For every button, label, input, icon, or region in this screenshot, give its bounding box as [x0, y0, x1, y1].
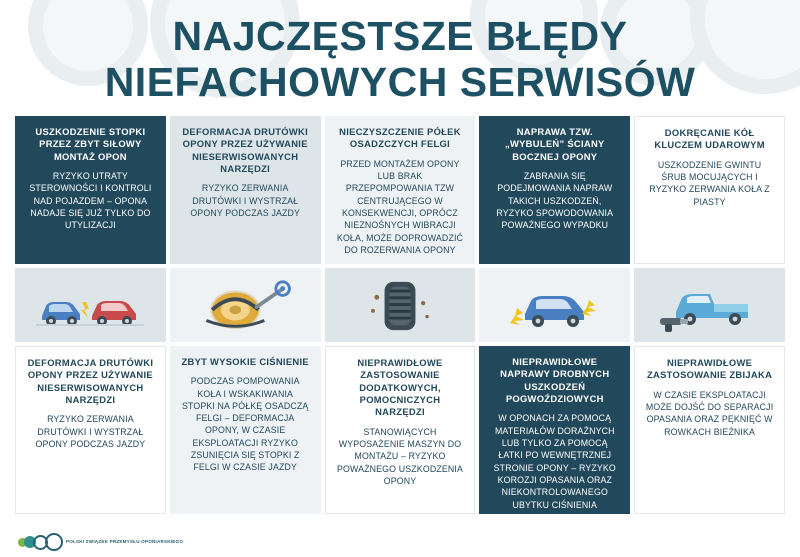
card-body: W CZASIE EKSPLOATACJI MOŻE DOJŚĆ DO SEPARACJI OPASANIA ORAZ PĘKNIĘĆ W ROWKACH BIEŻNIKA — [645, 389, 774, 437]
card-body: RYZYKO ZERWANIA DRUTÓWKI I WYSTRZAŁ OPONY PODCZAS JAZDY — [190, 183, 301, 219]
illustration-cell-2 — [170, 268, 321, 342]
car-sidewall-bulge-illustration — [501, 278, 609, 334]
logo-ring-outline-2 — [45, 533, 63, 551]
card-heading: NIECZYSZCZENIE PÓŁEK OSADZCZYCH FELGI — [339, 125, 461, 150]
card-heading: DOKRĘCANIE KÓŁ KLUCZEM UDAROWYM — [654, 126, 765, 151]
cars-collision-illustration — [36, 278, 144, 334]
card-heading: NIEPRAWIDŁOWE ZASTOSOWANIE ZBIJAKA — [647, 356, 773, 381]
card-body: RYZYKO ZERWANIA DRUTÓWKI I WYSTRZAŁ OPONY PODCZAS JAZDY — [35, 414, 146, 450]
card-heading: USZKODZENIE STOPKI PRZEZ ZBYT SIŁOWY MONTAŻ OPON — [35, 125, 146, 162]
card-heading: DEFORMACJA DRUTÓWKI OPONY PRZEZ UŻYWANIE NIESERWISOWANYCH NARZĘDZI — [182, 125, 309, 175]
card-heading: NAPRAWA TZW. „WYBULEŃ” ŚCIANY BOCZNEJ OPONY — [504, 125, 605, 162]
card-bottom-1 — [15, 346, 166, 514]
illustration-cell-3 — [325, 268, 476, 342]
card-heading: NIEPRAWIDŁOWE NAPRAWY DROBNYCH USZKODZEŃ POGWOŹDZIOWYCH — [500, 355, 610, 405]
card-body: PODCZAS POMPOWANIA KOŁA I WSKAKIWANIA STOPKI NA PÓŁKĘ OSADCZĄ FELGI – DEFORMACJA OPONY, W CZASIE EKSPLOATACJI RYZYKO ZSUNIĘCIA SIĘ STOPKI Z FELGI W CZASIE JAZDY — [181, 376, 309, 473]
card-bottom-4 — [479, 346, 630, 514]
card-heading: ZBYT WYSOKIE CIŚNIENIE — [181, 355, 309, 367]
card-bottom-2 — [170, 346, 321, 514]
illustration-cell-5 — [634, 268, 785, 342]
illustration-cell-1 — [15, 268, 166, 342]
title-line-2: NIEFACHOWYCH SERWISÓW — [104, 58, 696, 105]
card-body: ZABRANIA SIĘ PODEJMOWANIA NAPRAW TAKICH USZKODZEŃ, RYZYKO SPOWODOWANIA POWAŻNEGO WYPADKU — [496, 171, 614, 231]
card-body: STANOWIĄCYCH WYPOSAŻENIE MASZYN DO MONTAŻU – RYZYKO POWAŻNEGO USZKODZENIA OPONY — [336, 426, 463, 487]
mistakes-grid — [15, 116, 785, 514]
card-body: W OPONACH ZA POMOCĄ MATERIAŁÓW DORAŹNYCH LUB TYLKO ZA POMOCĄ ŁATKI PO WEWNĘTRZNEJ STRONIE OPONY – RYZYKO KOROZJI OPASANIA ORAZ NIEKONTROLOWANEGO UBYTKU CIŚNIENIA — [493, 413, 616, 510]
footer-logo-text: POLSKI ZWIĄZEK PRZEMYSŁU OPONIARSKIEGO — [66, 538, 184, 544]
tyre-bead-deformation-illustration — [191, 278, 299, 334]
pzpo-logo — [18, 533, 60, 551]
card-heading: NIEPRAWIDŁOWE ZASTOSOWANIE DODATKOWYCH, POMOCNICZYCH NARZĘDZI — [357, 356, 443, 418]
illustration-cell-4 — [479, 268, 630, 342]
card-bottom-5 — [634, 346, 785, 514]
footer-logo — [18, 533, 183, 551]
card-body: RYZYKO UTRATY STEROWNOŚCI I KONTROLI NAD POJAZDEM – OPONA NADAJE SIĘ JUŻ TYLKO DO UTYLIZACJI — [29, 171, 152, 231]
impact-wrench-wheel-illustration — [656, 278, 764, 334]
card-heading: DEFORMACJA DRUTÓWKI OPONY PRZEZ UŻYWANIE NIESERWISOWANYCH NARZĘDZI — [27, 356, 154, 406]
card-body: USZKODZENIE GWINTU ŚRUB MOCUJĄCYCH I RYZYKO ZERWANIA KOŁA Z PIASTY — [649, 159, 770, 207]
title-line-1: NAJCZĘSTSZE BŁĘDY — [172, 13, 628, 59]
page-title — [0, 0, 800, 106]
card-top-3 — [325, 116, 476, 264]
card-bottom-3 — [325, 346, 476, 514]
dirty-rim-shelf-illustration — [346, 278, 454, 334]
card-body: PRZED MONTAŻEM OPONY LUB BRAK PRZEPOMPOWANIA TZW CENTRUJĄCEGO W KONSEKWENCJI, OPRÓCZ NIEZNOŚNYCH WIBRACJI KOŁA, MOŻE DOPROWADZIĆ DO ROZERWANIA OPONY — [336, 158, 464, 255]
card-top-4 — [479, 116, 630, 264]
card-top-1 — [15, 116, 166, 264]
card-top-5 — [634, 116, 785, 264]
card-top-2 — [170, 116, 321, 264]
